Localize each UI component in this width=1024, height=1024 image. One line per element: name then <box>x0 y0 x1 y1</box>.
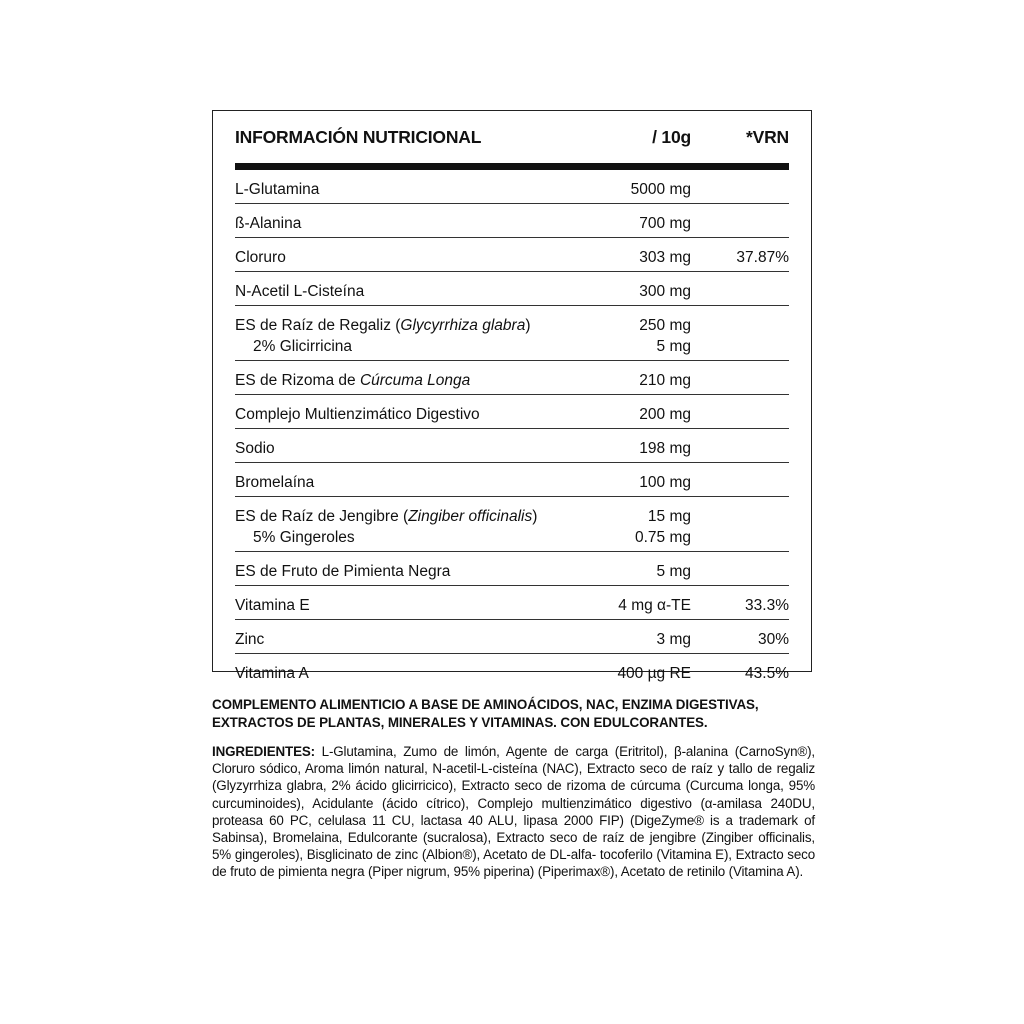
nutrient-latin-name: Zingiber officinalis <box>408 508 533 525</box>
ingredients-label: INGREDIENTES: <box>212 744 315 759</box>
nutrient-amount <box>635 506 691 548</box>
vrn-header: *VRN <box>746 127 789 147</box>
nutrient-vrn: 37.87% <box>736 249 789 266</box>
nutrient-name: Complejo Multienzimático Digestivo <box>235 406 480 423</box>
nutrient-name: ES de Fruto de Pimienta Negra <box>235 563 451 580</box>
nutrient-name: Zinc <box>235 631 265 648</box>
nutrient-name: Vitamina E <box>235 597 310 614</box>
nutrient-amount <box>657 629 691 650</box>
nutrient-vrn: 30% <box>757 631 789 648</box>
nutrient-name-text: ) <box>525 317 531 334</box>
nutrient-row <box>235 586 789 620</box>
nutrient-row <box>235 204 789 238</box>
amount-value: 4 mg α-TE <box>618 597 691 614</box>
header-divider <box>235 163 789 170</box>
table-title: INFORMACIÓN NUTRICIONAL <box>235 127 482 147</box>
ingredients-text: L-Glutamina, Zumo de limón, Agente de carga (Eritritol), β-alanina (CarnoSyn®), Cloruro sódico, Aroma limón natural, N-acetil-L-cisteína (NAC), Extracto seco de raíz y tallo de regaliz (Glyzyrrhiza glabra, 2% ácido glicirricico), Extracto seco de rizoma de cúrcuma (Curcuma longa, 95% curcuminoides), Acidulante (ácido cítrico), Complejo multienzimático digestivo (α-amilasa 240DU, proteasa 60 PC, celulasa 11 CU, lactasa 40 ALU, lipasa 2000 FIP) (DigeZyme® is a trademark of Sabinsa), Bromelaina, Edulcorante (sucralosa), Extracto seco de raíz de jengibre (Zingiber officinalis, 5% gingeroles), Bisglicinato de zinc (Albion®), Acetato de DL-alfa- tocoferilo (Vitamina E), Extracto seco de fruto de pimienta negra (Piper nigrum, 95% piperina) (Piperimax®), Acetato de retinilo (Vitamina A). <box>212 744 815 880</box>
nutrient-latin-name: Cúrcuma Longa <box>359 372 471 389</box>
nutrient-row <box>235 361 789 395</box>
nutrient-name: Vitamina A <box>235 665 309 682</box>
amount-value: 210 mg <box>639 372 691 389</box>
nutrient-name: Cloruro <box>235 249 286 266</box>
amount-value: 3 mg <box>656 631 691 648</box>
nutrient-name: N-Acetil L-Cisteína <box>235 283 365 300</box>
amount-value: 5000 mg <box>630 181 691 198</box>
nutrient-row <box>235 497 789 552</box>
amount-value: 5 mg <box>656 563 691 580</box>
nutrient-name-text: ) <box>532 508 538 525</box>
nutrient-amount <box>639 472 691 493</box>
nutrient-row <box>235 272 789 306</box>
nutrient-name: ß-Alanina <box>235 215 302 232</box>
nutrient-row <box>235 552 789 586</box>
sub-amount-value: 5 mg <box>656 338 691 355</box>
nutrient-amount <box>639 281 691 302</box>
ingredients-paragraph <box>212 743 815 881</box>
amount-value: 303 mg <box>639 249 691 266</box>
nutrient-rows <box>235 170 789 687</box>
nutrient-vrn: 33.3% <box>745 597 789 614</box>
serving-size-header: / 10g <box>652 127 691 147</box>
product-description: COMPLEMENTO ALIMENTICIO A BASE DE AMINOÁCIDOS, NAC, ENZIMA DIGESTIVAS, EXTRACTOS DE PLANTAS, MINERALES Y VITAMINAS. CON EDULCORANTES. <box>212 697 759 730</box>
amount-value: 198 mg <box>639 440 691 457</box>
amount-value: 300 mg <box>639 283 691 300</box>
amount-value: 250 mg <box>639 317 691 334</box>
nutrient-row <box>235 620 789 654</box>
nutrient-name: L-Glutamina <box>235 181 320 198</box>
nutrient-amount <box>639 315 691 357</box>
nutrient-amount <box>657 561 691 582</box>
nutrition-table <box>212 110 812 682</box>
nutrient-name-text: ES de Raíz de Jengibre ( <box>235 508 409 525</box>
amount-value: 700 mg <box>639 215 691 232</box>
nutrient-row <box>235 238 789 272</box>
nutrient-name-text: ES de Rizoma de <box>235 372 360 389</box>
nutrient-amount <box>639 404 691 425</box>
nutrient-amount <box>639 247 691 268</box>
nutrient-row <box>235 306 789 361</box>
amount-value: 15 mg <box>647 508 691 525</box>
nutrient-amount <box>617 663 691 684</box>
nutrient-name <box>235 506 789 548</box>
nutrient-row <box>235 429 789 463</box>
nutrient-amount <box>639 438 691 459</box>
nutrient-amount <box>631 179 691 200</box>
table-header <box>235 127 789 151</box>
sub-nutrient-name: 5% Gingeroles <box>253 529 355 546</box>
amount-value: 100 mg <box>639 474 691 491</box>
nutrient-latin-name: Glycyrrhiza glabra <box>400 317 526 334</box>
nutrient-name <box>235 370 789 391</box>
nutrient-row <box>235 463 789 497</box>
nutrient-name-text: ES de Raíz de Regaliz ( <box>235 317 401 334</box>
nutrient-amount <box>639 370 691 391</box>
nutrient-name <box>235 315 789 357</box>
nutrient-name: Bromelaína <box>235 474 315 491</box>
amount-value: 200 mg <box>639 406 691 423</box>
nutrient-row <box>235 654 789 687</box>
sub-amount-value: 0.75 mg <box>634 529 691 546</box>
nutrient-vrn: 43.5% <box>745 665 789 682</box>
nutrient-row <box>235 395 789 429</box>
nutrient-amount <box>639 213 691 234</box>
sub-nutrient-name: 2% Glicirricina <box>253 338 353 355</box>
nutrient-row <box>235 170 789 204</box>
nutrient-name: Sodio <box>235 440 275 457</box>
nutrient-amount <box>618 595 691 616</box>
amount-value: 400 µg RE <box>617 665 691 682</box>
